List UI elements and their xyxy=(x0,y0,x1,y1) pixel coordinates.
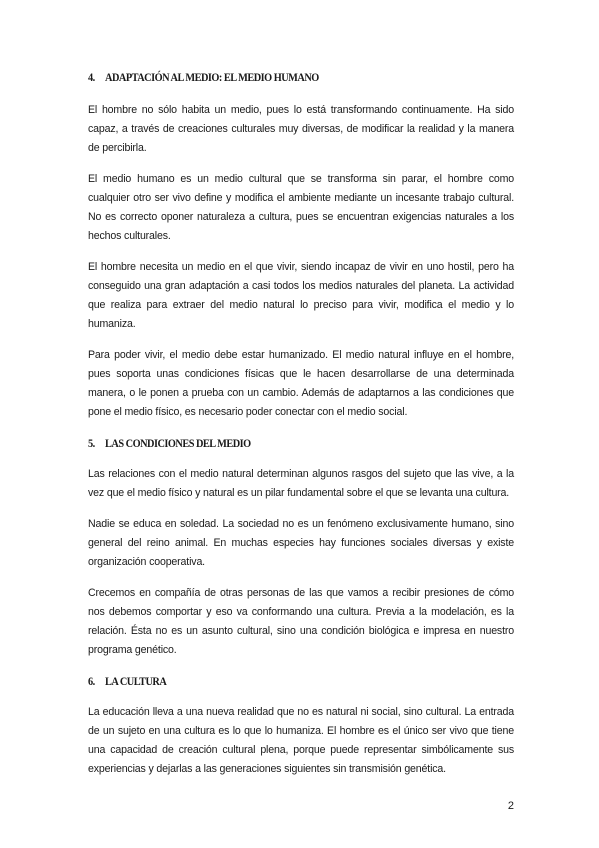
page-number: 2 xyxy=(507,800,514,812)
section-heading-6 xyxy=(88,674,454,689)
paragraph: Para poder vivir, el medio debe estar humanizado. El medio natural influye en el hombre, pues soporta unas condiciones físicas que le hacen desarrollarse de una determinada manera, o le ponen a prueba con un cambio. Además de adaptarnos a las condiciones que pone el medio físico, es necesario poder conectar con el medio social. xyxy=(88,349,514,418)
paragraph: El medio humano es un medio cultural que se transforma sin parar, el hombre como cualquier otro ser vivo define y modifica el ambiente mediante un incesante trabajo cultural. No es correcto oponer naturaleza a cultura, pues se encuentran exigencias naturales a los hechos culturales. xyxy=(88,173,514,242)
paragraph: El hombre necesita un medio en el que vivir, siendo incapaz de vivir en uno hostil, pero ha conseguido una gran adaptación a casi todos los medios naturales del planeta. La actividad que realiza para extraer del medio natural lo preciso para vivir, modifica el medio y lo humaniza. xyxy=(88,261,514,330)
paragraph: El hombre no sólo habita un medio, pues lo está transformando continuamente. Ha sido capaz, a través de creaciones culturales muy diversas, de modificar la realidad y la manera de percibirla. xyxy=(88,104,514,154)
section-title: LAS CONDICIONES DEL MEDIO xyxy=(105,436,251,450)
page-content xyxy=(88,70,514,779)
paragraph: Crecemos en compañía de otras personas de las que vamos a recibir presiones de cómo nos debemos comportar y eso va conformando una cultura. Previa a la modelación, es la relación. Ésta no es un asunto cultural, sino una condición biológica e impresa en nuestro programa genético. xyxy=(88,587,514,656)
paragraph: Nadie se educa en soledad. La sociedad no es un fenómeno exclusivamente humano, sino general del reino animal. En muchas especies hay funciones sociales diversas y existe organización cooperativa. xyxy=(88,518,514,568)
paragraph: Las relaciones con el medio natural determinan algunos rasgos del sujeto que las vive, a la vez que el medio físico y natural es un pilar fundamental sobre el que se levanta una cultura. xyxy=(88,468,514,499)
section-heading-5 xyxy=(88,436,454,451)
section-number: 4. xyxy=(88,70,95,84)
section-number: 5. xyxy=(88,436,95,450)
section-title: LA CULTURA xyxy=(105,674,167,688)
section-heading-4 xyxy=(88,70,454,85)
section-number: 6. xyxy=(88,674,95,688)
section-title: ADAPTACIÓN AL MEDIO: EL MEDIO HUMANO xyxy=(105,70,319,84)
paragraph: La educación lleva a una nueva realidad que no es natural ni social, sino cultural. La entrada de un sujeto en una cultura es lo que lo humaniza. El hombre es el único ser vivo que tiene una capacidad de creación cultural plena, porque puede representar simbólicamente sus experiencias y dejarlas a las generaciones siguientes sin transmisión genética. xyxy=(88,706,514,775)
